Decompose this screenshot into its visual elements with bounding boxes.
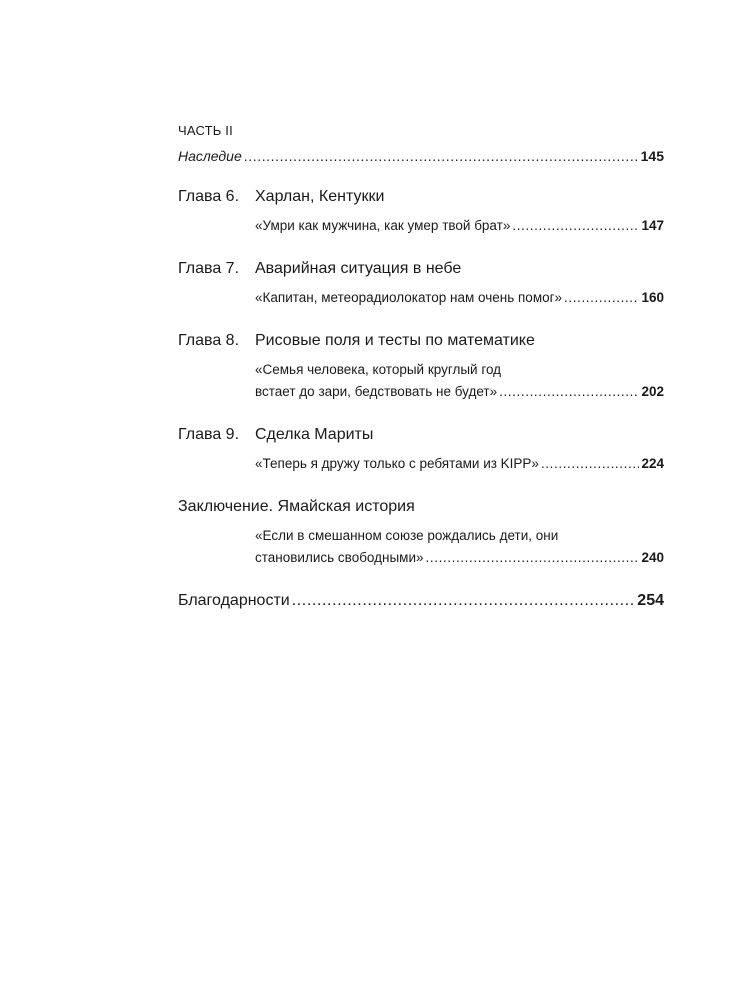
chapter-title: Аварийная ситуация в небе [255,260,462,277]
part-title: Наследие [178,148,242,164]
page-number: 240 [641,550,664,565]
toc-entry-part[interactable] [178,147,664,165]
chapter-subtitle: «Умри как мужчина, как умер твой брат» [255,218,511,233]
page-number: 147 [641,218,664,233]
dot-leader [244,147,639,165]
page-number: 160 [641,290,664,305]
conclusion-subtitle-line-2: становились свободными» [255,550,424,565]
chapter-subtitle-line-2: встает до зари, бедствовать не будет» [255,384,498,399]
dot-leader [426,547,640,569]
chapter-subtitle: «Теперь я дружу только с ребятами из KIPP» [255,456,539,471]
toc-entry-chapter-8[interactable] [178,331,664,403]
chapter-number: Глава 8. [178,332,240,349]
dot-leader [541,453,640,475]
chapter-number: Глава 9. [178,426,240,443]
conclusion-title: Заключение. Ямайская история [178,498,415,515]
dot-leader [292,591,636,611]
toc-entry-conclusion[interactable] [178,497,664,569]
dot-leader [512,215,639,237]
part-label: ЧАСТЬ II [178,123,233,138]
chapter-title: Харлан, Кентукки [255,188,385,205]
toc-entry-acknowledgements[interactable] [178,591,664,611]
page-number: 202 [641,384,664,399]
toc-entry-chapter-7[interactable] [178,259,664,309]
chapter-number: Глава 6. [178,188,240,205]
chapter-subtitle: «Капитан, метеорадиолокатор нам очень помог» [255,290,563,305]
chapter-subtitle-line-1: «Семья человека, который круглый год [255,362,502,377]
chapter-number: Глава 7. [178,260,240,277]
page-number: 254 [637,592,664,609]
acknowledgements-title: Благодарности [178,592,290,609]
table-of-contents [178,123,664,611]
toc-entry-chapter-6[interactable] [178,187,664,237]
chapter-title: Сделка Мариты [255,426,374,443]
conclusion-subtitle-line-1: «Если в смешанном союзе рождались дети, они [255,528,559,543]
dot-leader [564,287,639,309]
page-number: 224 [641,456,664,471]
page-number: 145 [640,148,664,164]
toc-entry-chapter-9[interactable] [178,425,664,475]
chapter-title: Рисовые поля и тесты по математике [255,332,535,349]
dot-leader [499,381,639,403]
